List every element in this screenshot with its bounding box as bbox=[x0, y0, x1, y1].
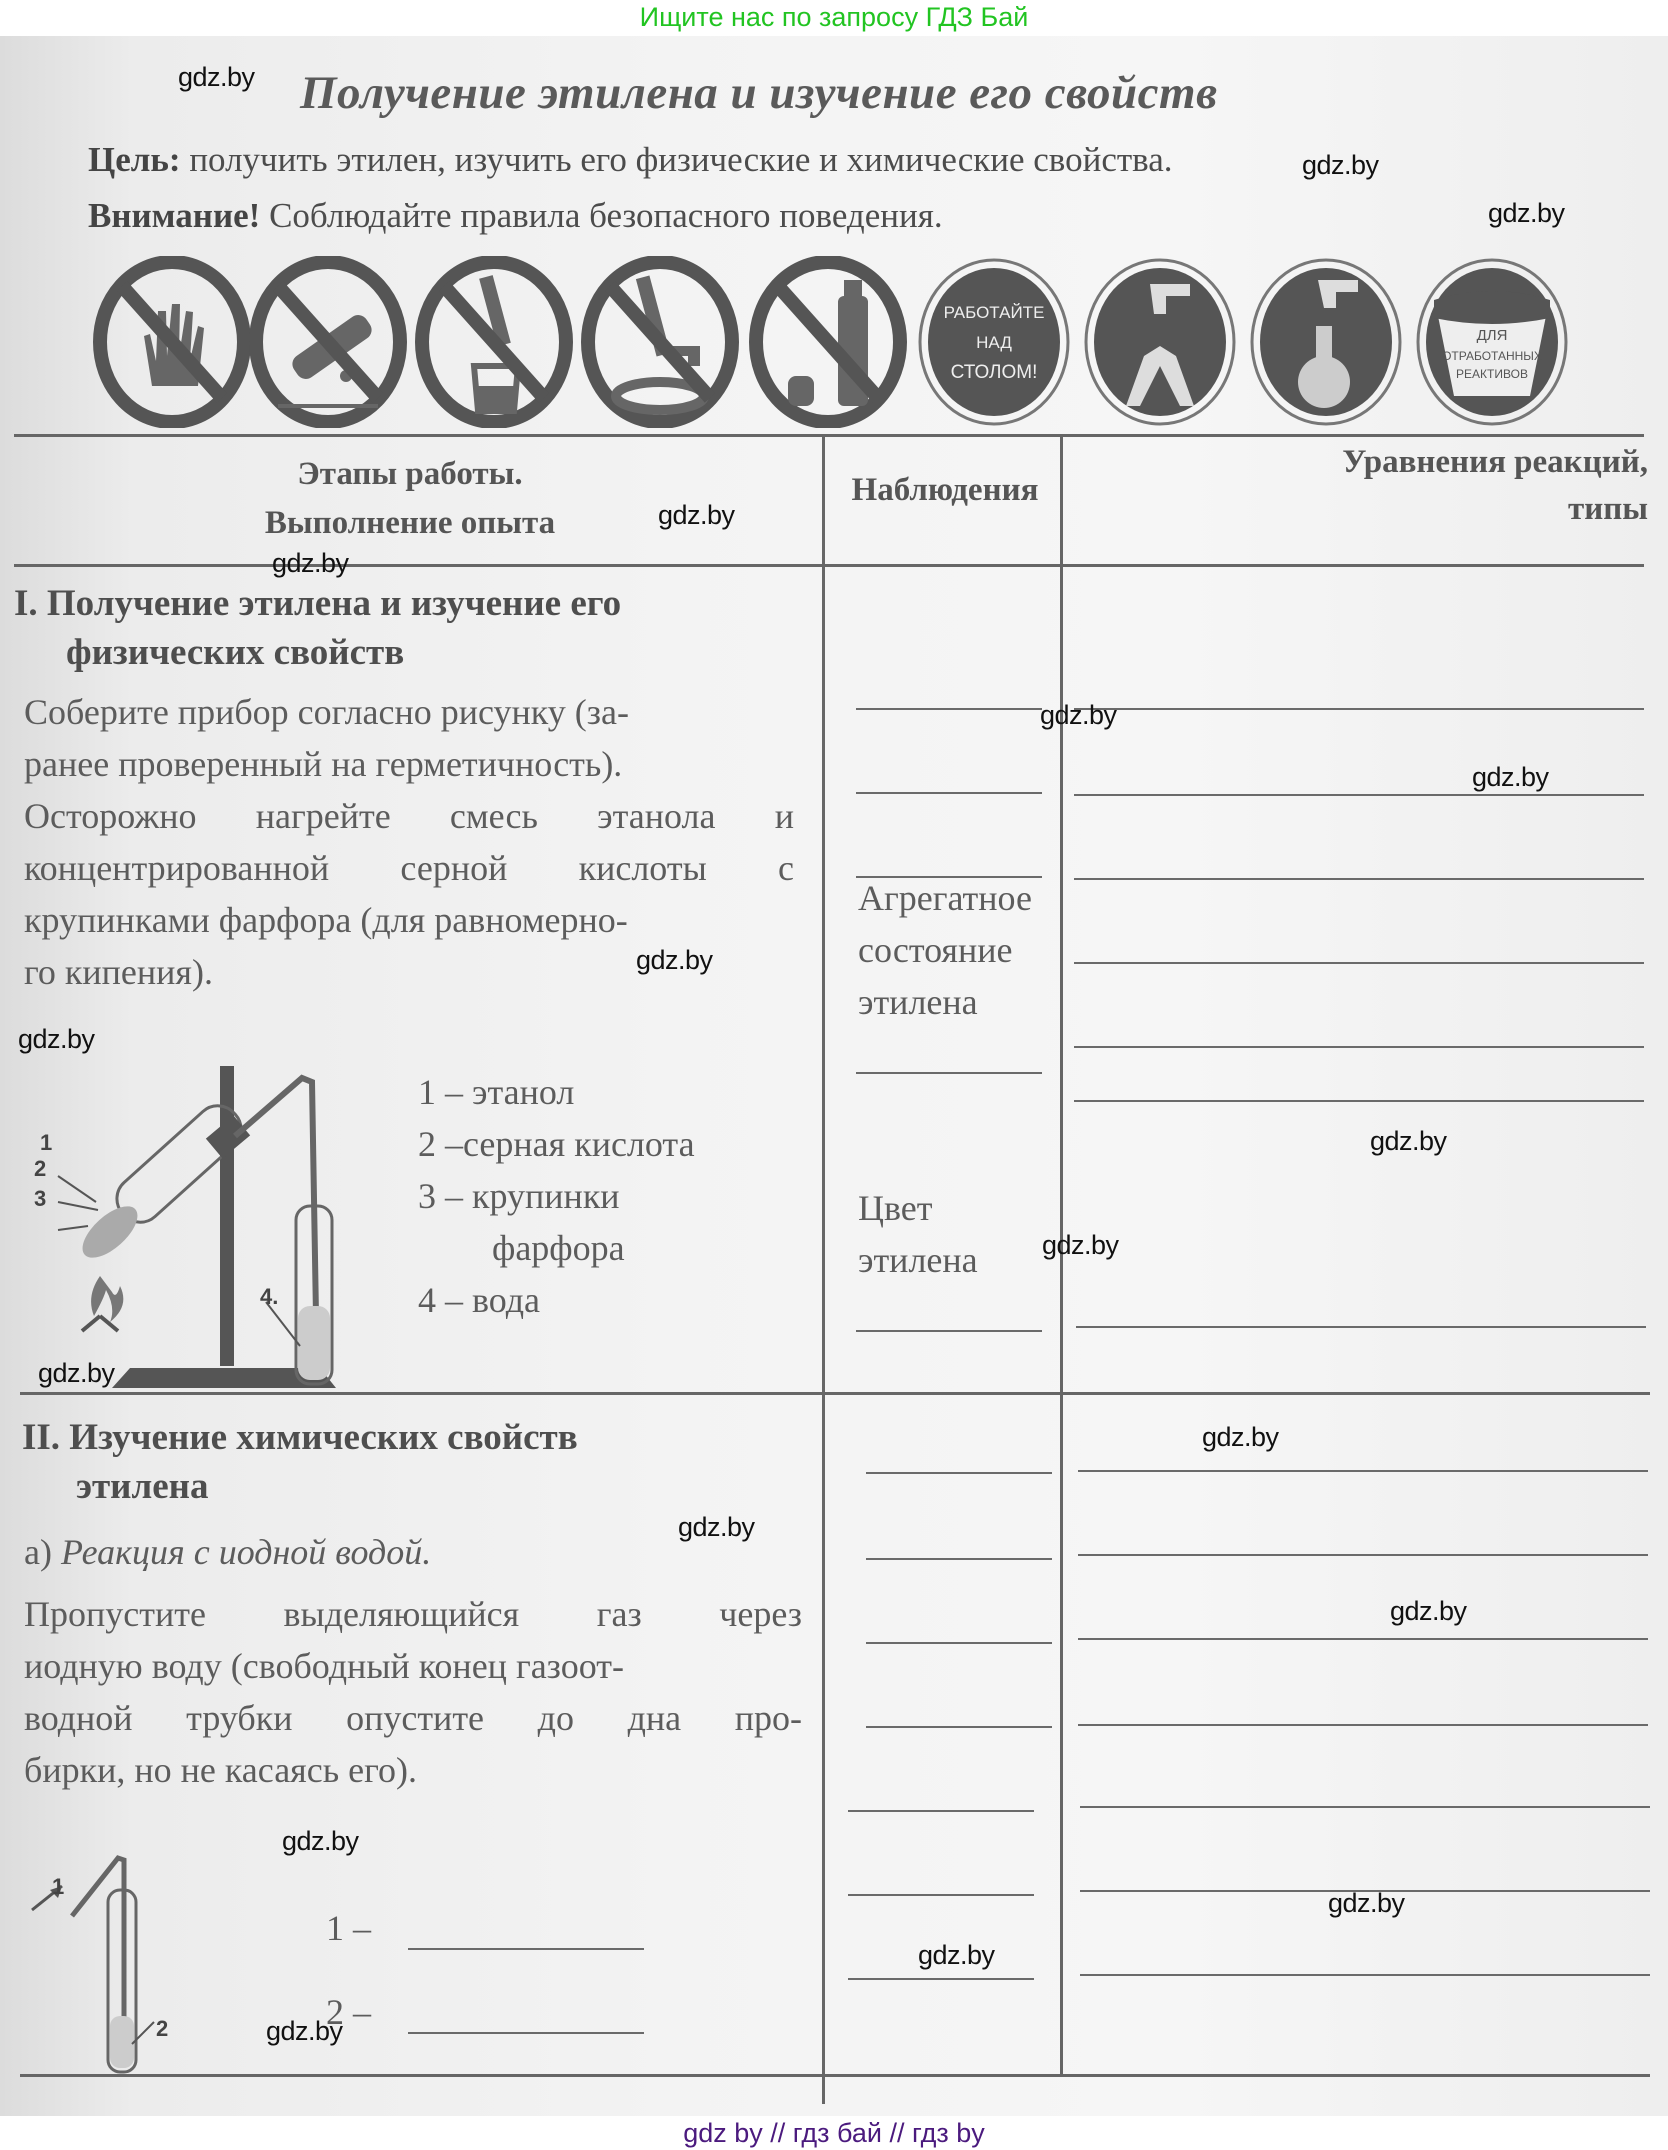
section-2-title: II. Изучение химических свойств этилена bbox=[22, 1417, 578, 1507]
equation-answer-line[interactable] bbox=[1074, 708, 1644, 710]
watermark: gdz.by bbox=[658, 500, 735, 530]
figure-1-legend: 1 – этанол 2 –серная кислота 3 – крупинки фарфора 4 – вода bbox=[418, 1072, 695, 1320]
answer-label-1: 1 – bbox=[326, 1908, 371, 1948]
answer-line-2[interactable] bbox=[408, 2032, 644, 2034]
wash-glassware-icon bbox=[1246, 256, 1406, 428]
equation-answer-line[interactable] bbox=[1074, 1046, 1644, 1048]
equation-answer-line[interactable] bbox=[1076, 1326, 1646, 1328]
watermark: gdz.by bbox=[636, 945, 713, 975]
watermark: gdz.by bbox=[1472, 762, 1549, 792]
no-taste-test-tube-icon bbox=[248, 256, 408, 428]
watermark: gdz.by bbox=[282, 1826, 359, 1856]
watermark: gdz.by bbox=[1202, 1422, 1279, 1452]
watermark: gdz.by bbox=[1390, 1596, 1467, 1626]
observation-answer-line[interactable] bbox=[856, 708, 1042, 710]
section-2-subtitle: а) Реакция с иодной водой. bbox=[24, 1532, 432, 1572]
observation-answer-line[interactable] bbox=[848, 1894, 1034, 1896]
equation-answer-line[interactable] bbox=[1078, 1724, 1648, 1726]
equation-answer-line[interactable] bbox=[1074, 1100, 1644, 1102]
observation-answer-line[interactable] bbox=[866, 1726, 1052, 1728]
svg-text:РЕАКТИВОВ: РЕАКТИВОВ bbox=[1456, 367, 1528, 381]
svg-text:НАД: НАД bbox=[976, 333, 1012, 352]
table-top-border bbox=[14, 434, 1644, 437]
column-header-stages: Этапы работы. Выполнение опыта bbox=[264, 456, 556, 541]
observation-answer-line[interactable] bbox=[856, 1330, 1042, 1332]
svg-text:СТОЛОМ!: СТОЛОМ! bbox=[950, 362, 1038, 383]
equation-answer-line[interactable] bbox=[1078, 1554, 1648, 1556]
goal-label: Цель: bbox=[88, 140, 181, 179]
goal-statement bbox=[88, 140, 1173, 180]
figure-1-label-3: 3 bbox=[34, 1186, 47, 1211]
warning-label: Внимание! bbox=[88, 196, 261, 235]
bottom-banner: gdz by // гдз бай // гдз by bbox=[0, 2116, 1668, 2150]
wash-hands-icon bbox=[1080, 256, 1240, 428]
column-header-equations: Уравнения реакций, типы bbox=[1342, 444, 1648, 527]
observation-answer-line[interactable] bbox=[848, 1810, 1034, 1812]
observation-answer-line[interactable] bbox=[866, 1472, 1052, 1474]
figure-1-label-1: 1 bbox=[40, 1130, 53, 1155]
section-2-instructions: Пропустите выделяющийся газ через иодную воду (свободный конец газоот- водной трубки опустите до дна про- бирки, но не касаясь его). bbox=[24, 1594, 802, 1790]
iodine-water-test-tube-diagram bbox=[20, 1806, 260, 2076]
section-1-title: I. Получение этилена и изучение его физических свойств bbox=[14, 583, 622, 673]
table-bottom-border bbox=[20, 2074, 1650, 2077]
observation-answer-line[interactable] bbox=[866, 1558, 1052, 1560]
goal-text: получить этилен, изучить его физические и химические свойства. bbox=[180, 140, 1173, 179]
observation-answer-line[interactable] bbox=[866, 1642, 1052, 1644]
svg-text:ОТРАБОТАННЫХ: ОТРАБОТАННЫХ bbox=[1442, 349, 1542, 363]
no-pour-into-glass-icon bbox=[414, 256, 574, 428]
equation-answer-line[interactable] bbox=[1074, 878, 1644, 880]
watermark: gdz.by bbox=[918, 1940, 995, 1970]
no-pour-in-sink-icon bbox=[580, 256, 740, 428]
watermark: gdz.by bbox=[18, 1024, 95, 1054]
figure-2-label-2: 2 bbox=[156, 2016, 169, 2041]
observation-answer-line[interactable] bbox=[856, 792, 1042, 794]
watermark: gdz.by bbox=[678, 1512, 755, 1542]
column-divider-1 bbox=[822, 434, 825, 2104]
watermark: gdz.by bbox=[1040, 700, 1117, 730]
answer-line-1[interactable] bbox=[408, 1948, 644, 1950]
waste-reagents-container-icon bbox=[1412, 256, 1572, 428]
equation-answer-line[interactable] bbox=[1074, 794, 1644, 796]
watermark: gdz.by bbox=[1302, 150, 1379, 180]
section-1-instructions: Соберите прибор согласно рисунку (за- ранее проверенный на герметичность). Осторожно нагрейте смесь этанола и концентрированной серной кислоты с крупинками фарфора (для равномерно- го кипения). bbox=[24, 692, 794, 992]
equation-answer-line[interactable] bbox=[1078, 1638, 1648, 1640]
answer-label-2: 2 – bbox=[326, 1992, 371, 2032]
safety-signs-row bbox=[20, 256, 1620, 432]
watermark: gdz.by bbox=[266, 2016, 343, 2046]
no-touch-hand-icon bbox=[92, 256, 252, 428]
svg-text:РАБОТАЙТЕ: РАБОТАЙТЕ bbox=[943, 303, 1045, 322]
figure-1-label-2: 2 bbox=[34, 1156, 47, 1181]
watermark: gdz.by bbox=[1328, 1888, 1405, 1918]
equation-answer-line[interactable] bbox=[1078, 1470, 1648, 1472]
equation-answer-line[interactable] bbox=[1080, 1806, 1650, 1808]
table-header-bottom-border bbox=[14, 564, 1644, 567]
watermark: gdz.by bbox=[1488, 198, 1565, 228]
observation-label-color: Цвет этилена bbox=[858, 1188, 978, 1280]
figure-2-label-1: 1 bbox=[52, 1874, 65, 1899]
no-open-bottles-icon bbox=[748, 256, 908, 428]
warning-statement bbox=[88, 196, 943, 236]
equation-answer-line[interactable] bbox=[1074, 962, 1644, 964]
watermark: gdz.by bbox=[38, 1358, 115, 1388]
figure-1-label-4: 4. bbox=[260, 1284, 279, 1309]
page-title: Получение этилена и изучение его свойств bbox=[300, 67, 1218, 119]
observation-answer-line[interactable] bbox=[848, 1978, 1034, 1980]
equation-answer-line[interactable] bbox=[1080, 1974, 1650, 1976]
watermark: gdz.by bbox=[1370, 1126, 1447, 1156]
watermark: gdz.by bbox=[1042, 1230, 1119, 1260]
top-banner: Ищите нас по запросу ГДЗ Бай bbox=[0, 0, 1668, 36]
workbook-page bbox=[0, 36, 1668, 2116]
observation-label-state: Агрегатное состояние этилена bbox=[858, 878, 1032, 1022]
warning-text: Соблюдайте правила безопасного поведения. bbox=[260, 196, 943, 235]
observation-answer-line[interactable] bbox=[856, 1072, 1042, 1074]
watermark: gdz.by bbox=[178, 62, 255, 92]
work-over-table-icon bbox=[914, 256, 1074, 428]
watermark: gdz.by bbox=[272, 548, 349, 578]
column-header-observations: Наблюдения bbox=[851, 472, 1039, 508]
svg-text:ДЛЯ: ДЛЯ bbox=[1476, 327, 1508, 344]
